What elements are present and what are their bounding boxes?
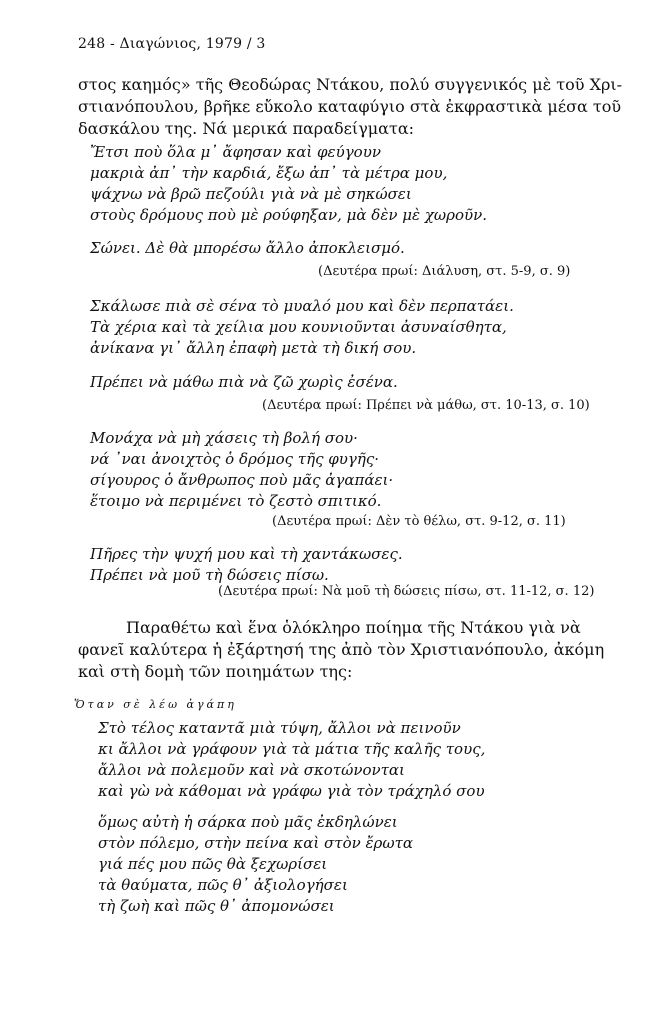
text-line: δασκάλου της. Νά μερικά παραδείγματα: bbox=[78, 119, 415, 138]
verse-line: Μονάχα νὰ μὴ χάσεις τὴ βολή σου· bbox=[90, 429, 358, 447]
verse-line: σίγουρος ὁ ἄνθρωπος ποὺ μᾶς ἀγαπάει· bbox=[90, 471, 394, 489]
page-header: 248 - Διαγώνιος, 1979 / 3 bbox=[78, 36, 266, 52]
verse-line: νά ᾽ναι ἀνοιχτὸς ὁ δρόμος τῆς φυγῆς· bbox=[90, 450, 379, 468]
poem-excerpt bbox=[90, 544, 403, 586]
verse-line: ἕτοιμο νὰ περιμένει τὸ ζεστὸ σπιτικό. bbox=[90, 492, 382, 510]
poem-excerpt bbox=[90, 296, 514, 359]
verse-line: ἀνίκανα γι᾽ ἄλλη ἐπαφὴ μετὰ τὴ δική σου. bbox=[90, 339, 417, 357]
verse-line: Ἔτσι ποὺ ὅλα μ᾽ ἄφησαν καὶ φεύγουν bbox=[90, 143, 381, 161]
verse-line: ὅμως αὐτὴ ἡ σάρκα ποὺ μᾶς ἐκδηλώνει bbox=[98, 813, 398, 831]
text-line: στιανόπουλου, βρῆκε εὔκολο καταφύγιο στὰ ἐκφραστικὰ μέσα τοῦ bbox=[78, 97, 622, 116]
verse-line: Πῆρες τὴν ψυχή μου καὶ τὴ χαντάκωσες. bbox=[90, 545, 403, 563]
text-line: φανεῖ καλύτερα ἡ ἐξάρτησή της ἀπὸ τὸν Χριστιανόπουλο, ἀκόμη bbox=[78, 640, 605, 659]
verse-line: κι ἄλλοι νὰ γράφουν γιὰ τὰ μάτια τῆς καλῆς τους, bbox=[98, 740, 486, 758]
verse-line: μακριὰ ἀπ᾽ τὴν καρδιά, ἔξω ἀπ᾽ τὰ μέτρα μου, bbox=[90, 164, 448, 182]
verse-line: στὸν πόλεμο, στὴν πείνα καὶ στὸν ἔρωτα bbox=[98, 834, 414, 852]
verse-line: τὴ ζωὴ καὶ πῶς θ᾽ ἀπομονώσει bbox=[98, 897, 335, 915]
verse-line: Πρέπει νὰ μοῦ τὴ δώσεις πίσω. bbox=[90, 566, 329, 584]
poem-excerpt bbox=[90, 238, 405, 259]
verse-line: ἄλλοι νὰ πολεμοῦν καὶ νὰ σκοτώνονται bbox=[98, 761, 405, 779]
verse-line: Σκάλωσε πιὰ σὲ σένα τὸ μυαλό μου καὶ δὲν περπατάει. bbox=[90, 297, 514, 315]
citation: (Δευτέρα πρωί: Διάλυση, στ. 5-9, σ. 9) bbox=[318, 264, 571, 279]
body-paragraph bbox=[78, 617, 605, 683]
verse-line: Στὸ τέλος καταντᾶ μιὰ τύψη, ἄλλοι νὰ πεινοῦν bbox=[98, 719, 461, 737]
verse-line: Πρέπει νὰ μάθω πιὰ νὰ ζῶ χωρὶς ἐσένα. bbox=[90, 373, 398, 391]
verse-line: καὶ γὼ νὰ κάθομαι νὰ γράφω γιὰ τὸν τράχηλό σου bbox=[98, 782, 485, 800]
verse-line: ψάχνω νὰ βρῶ πεζούλι γιὰ νὰ μὲ σηκώσει bbox=[90, 185, 412, 203]
poem-title: Ὅταν σὲ λέω ἀγάπη bbox=[74, 698, 237, 711]
text-line: καὶ στὴ δομὴ τῶν ποιημάτων της: bbox=[78, 662, 353, 681]
intro-paragraph bbox=[78, 74, 623, 140]
verse-line: Τὰ χέρια καὶ τὰ χείλια μου κουνιοῦνται ἀσυναίσθητα, bbox=[90, 318, 507, 336]
citation: (Δευτέρα πρωί: Πρέπει νὰ μάθω, στ. 10-13, σ. 10) bbox=[262, 398, 590, 413]
verse-line: γιά πές μου πῶς θὰ ξεχωρίσει bbox=[98, 855, 328, 873]
text-line: Παραθέτω καὶ ἕνα ὁλόκληρο ποίημα τῆς Ντάκου γιὰ νὰ bbox=[126, 618, 581, 637]
verse-line: τὰ θαύματα, πῶς θ᾽ ἀξιολογήσει bbox=[98, 876, 348, 894]
citation: (Δευτέρα πρωί: Νὰ μοῦ τὴ δώσεις πίσω, στ. 11-12, σ. 12) bbox=[218, 584, 595, 599]
poem-stanza bbox=[98, 718, 485, 802]
text-line: στος καημός» τῆς Θεοδώρας Ντάκου, πολύ συγγενικός μὲ τοῦ Χρι- bbox=[78, 75, 623, 94]
verse-line: στοὺς δρόμους ποὺ μὲ ρούφηξαν, μὰ δὲν μὲ χωροῦν. bbox=[90, 206, 488, 224]
poem-stanza bbox=[98, 812, 413, 917]
verse-line: Σώνει. Δὲ θὰ μπορέσω ἄλλο ἀποκλεισμό. bbox=[90, 239, 405, 257]
poem-excerpt bbox=[90, 372, 398, 393]
citation: (Δευτέρα πρωί: Δὲν τὸ θέλω, στ. 9-12, σ. 11) bbox=[272, 514, 566, 529]
poem-excerpt bbox=[90, 428, 393, 512]
poem-excerpt bbox=[90, 142, 487, 226]
